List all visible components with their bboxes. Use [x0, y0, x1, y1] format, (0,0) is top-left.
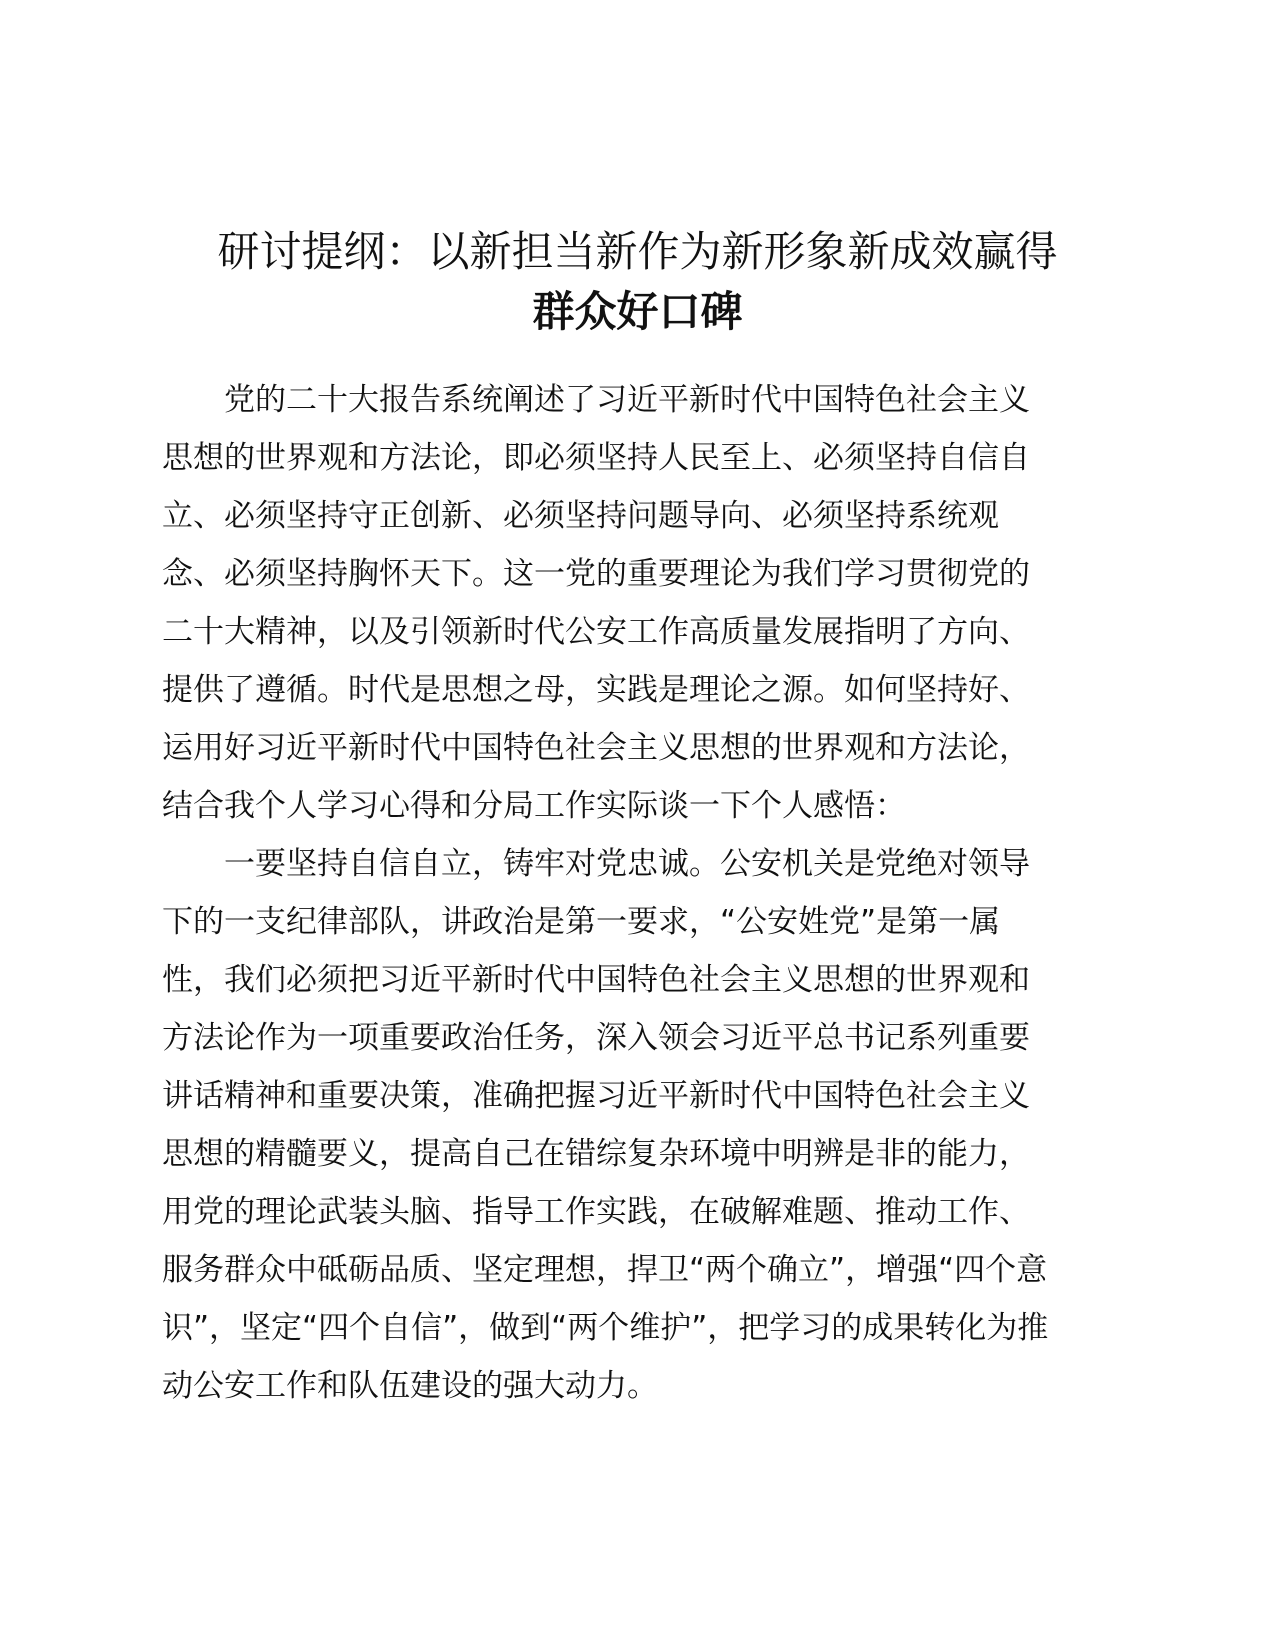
text-line: 立、必须坚持守正创新、必须坚持问题导向、必须坚持系统观 — [162, 498, 999, 534]
text-line: 讲话精神和重要决策，准确把握习近平新时代中国特色社会主义 — [162, 1078, 1030, 1114]
text-line: 念、必须坚持胸怀天下。这一党的重要理论为我们学习贯彻党的 — [162, 556, 1030, 592]
document-title — [150, 222, 1125, 342]
text-line: 动公安工作和队伍建设的强大动力。 — [162, 1368, 658, 1404]
text-line: 用党的理论武装头脑、指导工作实践，在破解难题、推动工作、 — [162, 1194, 1030, 1230]
paragraph-intro — [162, 371, 1117, 835]
text-line: 结合我个人学习心得和分局工作实际谈一下个人感悟： — [162, 788, 906, 824]
text-line: 运用好习近平新时代中国特色社会主义思想的世界观和方法论， — [162, 730, 1030, 766]
document-body — [162, 371, 1117, 1415]
text-line: 下的一支纪律部队，讲政治是第一要求，“公安姓党”是第一属 — [162, 904, 1001, 940]
text-line: 一要坚持自信自立，铸牢对党忠诚。公安机关是党绝对领导 — [224, 846, 1030, 882]
title-line-1: 研讨提纲：以新担当新作为新形象新成效赢得 — [217, 227, 1058, 276]
text-line: 二十大精神，以及引领新时代公安工作高质量发展指明了方向、 — [162, 614, 1030, 650]
title-line-2: 群众好口碑 — [532, 287, 743, 336]
text-line: 提供了遵循。时代是思想之母，实践是理论之源。如何坚持好、 — [162, 672, 1030, 708]
text-line: 思想的精髓要义，提高自己在错综复杂环境中明辨是非的能力， — [162, 1136, 1030, 1172]
paragraph-point-one — [162, 835, 1117, 1415]
text-line: 思想的世界观和方法论，即必须坚持人民至上、必须坚持自信自 — [162, 440, 1030, 476]
text-line: 服务群众中砥砺品质、坚定理想，捍卫“两个确立”，增强“四个意 — [162, 1252, 1048, 1288]
text-line: 党的二十大报告系统阐述了习近平新时代中国特色社会主义 — [224, 382, 1030, 418]
text-line: 性，我们必须把习近平新时代中国特色社会主义思想的世界观和 — [162, 962, 1030, 998]
text-line: 识”，坚定“四个自信”，做到“两个维护”，把学习的成果转化为推 — [162, 1310, 1049, 1346]
text-line: 方法论作为一项重要政治任务，深入领会习近平总书记系列重要 — [162, 1020, 1030, 1056]
